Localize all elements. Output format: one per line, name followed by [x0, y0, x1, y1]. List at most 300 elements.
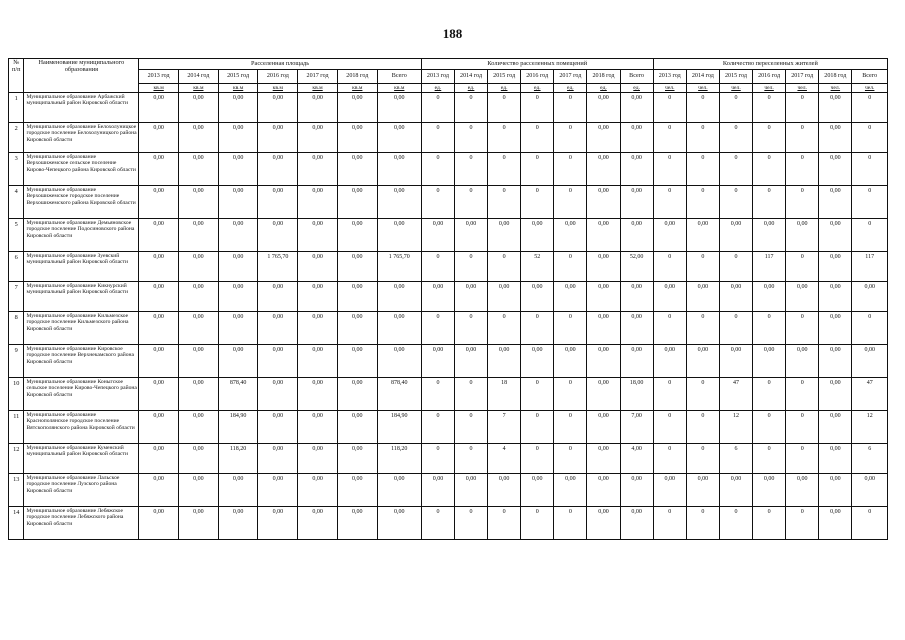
area-value-cell: 0,00	[298, 444, 338, 474]
area-value-cell: 0,00	[179, 252, 219, 282]
rooms-value-cell: 0,00	[455, 219, 488, 252]
area-value-cell: 0,00	[258, 93, 298, 123]
residents-value-cell: 0,00	[753, 345, 786, 378]
area-value-cell: 0,00	[377, 507, 421, 540]
residents-value-cell: 0	[686, 378, 719, 411]
area-value-cell: 0,00	[179, 378, 219, 411]
header-unit-cell: ед.	[455, 84, 488, 93]
residents-value-cell: 0	[852, 312, 888, 345]
residents-value-cell: 0	[753, 378, 786, 411]
rooms-value-cell: 0	[554, 186, 587, 219]
area-value-cell: 0,00	[179, 153, 219, 186]
area-value-cell: 0,00	[218, 186, 258, 219]
area-value-cell: 0,00	[337, 252, 377, 282]
area-value-cell: 0,00	[337, 93, 377, 123]
rooms-value-cell: 0	[421, 378, 454, 411]
header-unit-cell: кв.м	[139, 84, 179, 93]
header-group-rooms: Количество расселенных помещений	[421, 59, 653, 70]
rooms-value-cell: 0,00	[620, 219, 653, 252]
residents-value-cell: 0,00	[686, 219, 719, 252]
row-number: 7	[9, 282, 24, 312]
table-row	[9, 507, 888, 540]
area-value-cell: 0,00	[377, 312, 421, 345]
residents-value-cell: 0	[786, 507, 819, 540]
residents-value-cell: 0	[686, 411, 719, 444]
row-number: 4	[9, 186, 24, 219]
table-row	[9, 345, 888, 378]
rooms-value-cell: 0	[421, 123, 454, 153]
area-value-cell: 0,00	[377, 93, 421, 123]
area-value-cell: 0,00	[298, 282, 338, 312]
area-value-cell: 0,00	[218, 153, 258, 186]
rooms-value-cell: 0,00	[488, 474, 521, 507]
area-value-cell: 0,00	[179, 411, 219, 444]
residents-value-cell: 0	[786, 444, 819, 474]
residents-value-cell: 0,00	[819, 153, 852, 186]
residents-value-cell: 47	[852, 378, 888, 411]
rooms-value-cell: 0,00	[587, 93, 620, 123]
row-number: 8	[9, 312, 24, 345]
rooms-value-cell: 0,00	[554, 282, 587, 312]
residents-value-cell: 0,00	[819, 252, 852, 282]
rooms-value-cell: 18,00	[620, 378, 653, 411]
area-value-cell: 0,00	[179, 507, 219, 540]
rooms-value-cell: 0	[554, 153, 587, 186]
header-unit-cell: кв.м	[218, 84, 258, 93]
rooms-value-cell: 0	[554, 507, 587, 540]
rooms-value-cell: 0,00	[455, 345, 488, 378]
area-value-cell: 0,00	[298, 186, 338, 219]
rooms-value-cell: 0,00	[587, 153, 620, 186]
area-value-cell: 0,00	[139, 474, 179, 507]
residents-value-cell: 0	[753, 507, 786, 540]
residents-value-cell: 0,00	[653, 219, 686, 252]
rooms-value-cell: 0	[521, 411, 554, 444]
rooms-value-cell: 0,00	[521, 282, 554, 312]
header-unit-cell: чел.	[653, 84, 686, 93]
area-value-cell: 0,00	[377, 282, 421, 312]
table-row	[9, 312, 888, 345]
area-value-cell: 0,00	[337, 282, 377, 312]
area-value-cell: 0,00	[179, 93, 219, 123]
residents-value-cell: 0,00	[819, 378, 852, 411]
area-value-cell: 0,00	[218, 93, 258, 123]
area-value-cell: 0,00	[139, 507, 179, 540]
rooms-value-cell: 0	[455, 93, 488, 123]
residents-value-cell: 0,00	[819, 312, 852, 345]
rooms-value-cell: 0,00	[521, 474, 554, 507]
rooms-value-cell: 0,00	[587, 123, 620, 153]
header-year-cell: 2013 год	[421, 70, 454, 84]
residents-value-cell: 0,00	[786, 345, 819, 378]
rooms-value-cell: 0,00	[488, 282, 521, 312]
residents-value-cell: 0,00	[719, 474, 752, 507]
area-value-cell: 0,00	[258, 507, 298, 540]
header-year-cell: 2017 год	[786, 70, 819, 84]
header-year-cell: 2017 год	[298, 70, 338, 84]
rooms-value-cell: 0,00	[521, 345, 554, 378]
residents-value-cell: 0,00	[719, 345, 752, 378]
table-row	[9, 93, 888, 123]
rooms-value-cell: 0,00	[587, 219, 620, 252]
rooms-value-cell: 0	[488, 507, 521, 540]
area-value-cell: 1 765,70	[258, 252, 298, 282]
row-number: 12	[9, 444, 24, 474]
row-number: 3	[9, 153, 24, 186]
residents-value-cell: 0	[719, 93, 752, 123]
area-value-cell: 0,00	[258, 282, 298, 312]
area-value-cell: 0,00	[258, 411, 298, 444]
residents-value-cell: 0	[653, 507, 686, 540]
area-value-cell: 0,00	[298, 378, 338, 411]
rooms-value-cell: 0	[421, 444, 454, 474]
rooms-value-cell: 0	[521, 444, 554, 474]
residents-value-cell: 6	[719, 444, 752, 474]
area-value-cell: 0,00	[218, 282, 258, 312]
area-value-cell: 0,00	[298, 93, 338, 123]
area-value-cell: 0,00	[139, 378, 179, 411]
table-header	[9, 59, 888, 93]
header-year-cell: 2016 год	[521, 70, 554, 84]
residents-value-cell: 0,00	[753, 474, 786, 507]
residents-value-cell: 0	[653, 252, 686, 282]
rooms-value-cell: 0	[421, 153, 454, 186]
residents-value-cell: 0,00	[786, 282, 819, 312]
rooms-value-cell: 4,00	[620, 444, 653, 474]
residents-value-cell: 0,00	[819, 282, 852, 312]
header-unit-cell: ед.	[554, 84, 587, 93]
rooms-value-cell: 0	[421, 312, 454, 345]
residents-value-cell: 0	[653, 123, 686, 153]
table-row	[9, 378, 888, 411]
rooms-value-cell: 0	[455, 186, 488, 219]
rooms-value-cell: 0	[554, 123, 587, 153]
rooms-value-cell: 0	[421, 507, 454, 540]
area-value-cell: 0,00	[258, 345, 298, 378]
residents-value-cell: 0,00	[653, 345, 686, 378]
rooms-value-cell: 0,00	[587, 312, 620, 345]
rooms-value-cell: 0	[488, 312, 521, 345]
residents-value-cell: 0,00	[786, 474, 819, 507]
header-year-cell: Всего	[852, 70, 888, 84]
table-row	[9, 411, 888, 444]
rooms-value-cell: 0,00	[587, 186, 620, 219]
area-value-cell: 0,00	[298, 219, 338, 252]
residents-value-cell: 0,00	[819, 411, 852, 444]
area-value-cell: 0,00	[139, 186, 179, 219]
residents-value-cell: 0	[753, 411, 786, 444]
row-number: 6	[9, 252, 24, 282]
row-number: 5	[9, 219, 24, 252]
header-unit-cell: кв.м	[377, 84, 421, 93]
header-num: № п/п	[9, 59, 24, 93]
rooms-value-cell: 0,00	[587, 378, 620, 411]
header-unit-row	[9, 84, 888, 93]
header-year-cell: 2018 год	[819, 70, 852, 84]
area-value-cell: 0,00	[377, 153, 421, 186]
residents-value-cell: 0,00	[819, 345, 852, 378]
area-value-cell: 0,00	[377, 345, 421, 378]
rooms-value-cell: 0,00	[455, 474, 488, 507]
residents-value-cell: 0	[653, 378, 686, 411]
residents-value-cell: 0	[686, 444, 719, 474]
area-value-cell: 0,00	[218, 252, 258, 282]
header-year-cell: 2013 год	[139, 70, 179, 84]
rooms-value-cell: 0	[554, 93, 587, 123]
residents-value-cell: 0	[719, 186, 752, 219]
rooms-value-cell: 0,00	[620, 507, 653, 540]
municipality-name: Муниципальное образование Верхошижемское сельское поселение Кирово-Чепецкого района Кировской области	[24, 153, 139, 186]
residents-value-cell: 0	[719, 153, 752, 186]
area-value-cell: 0,00	[139, 444, 179, 474]
header-year-cell: 2014 год	[686, 70, 719, 84]
area-value-cell: 0,00	[337, 444, 377, 474]
rooms-value-cell: 0,00	[554, 474, 587, 507]
residents-value-cell: 0	[753, 186, 786, 219]
residents-value-cell: 12	[852, 411, 888, 444]
header-unit-cell: чел.	[753, 84, 786, 93]
area-value-cell: 0,00	[179, 312, 219, 345]
residents-value-cell: 0,00	[719, 219, 752, 252]
area-value-cell: 0,00	[298, 123, 338, 153]
area-value-cell: 0,00	[218, 507, 258, 540]
rooms-value-cell: 0	[421, 186, 454, 219]
municipality-name: Муниципальное образование Белохолуницкое городское поселение Белохолуницкого района Кировской области	[24, 123, 139, 153]
residents-value-cell: 0,00	[852, 474, 888, 507]
residents-value-cell: 0	[653, 411, 686, 444]
municipality-name: Муниципальное образование Лебяжское городское поселение Лебяжского района Кировской области	[24, 507, 139, 540]
residents-value-cell: 0	[653, 186, 686, 219]
rooms-value-cell: 0	[488, 252, 521, 282]
rooms-value-cell: 0,00	[587, 282, 620, 312]
rooms-value-cell: 0	[488, 186, 521, 219]
rooms-value-cell: 4	[488, 444, 521, 474]
row-number: 9	[9, 345, 24, 378]
header-year-cell: 2016 год	[753, 70, 786, 84]
area-value-cell: 0,00	[139, 153, 179, 186]
residents-value-cell: 0,00	[819, 123, 852, 153]
rooms-value-cell: 7	[488, 411, 521, 444]
header-group-residents: Количество переселенных жителей	[653, 59, 887, 70]
residents-value-cell: 0	[719, 252, 752, 282]
area-value-cell: 0,00	[218, 474, 258, 507]
header-unit-cell: чел.	[686, 84, 719, 93]
municipality-name: Муниципальное образование Краснополянское городское поселение Вятскополянского района Кировской области	[24, 411, 139, 444]
residents-value-cell: 0,00	[719, 282, 752, 312]
rooms-value-cell: 0	[521, 153, 554, 186]
header-year-cell: Всего	[620, 70, 653, 84]
rooms-value-cell: 0	[554, 378, 587, 411]
row-number: 11	[9, 411, 24, 444]
row-number: 2	[9, 123, 24, 153]
area-value-cell: 0,00	[377, 186, 421, 219]
residents-value-cell: 0,00	[819, 186, 852, 219]
table-body	[9, 93, 888, 540]
rooms-value-cell: 0,00	[488, 219, 521, 252]
rooms-value-cell: 0	[521, 186, 554, 219]
rooms-value-cell: 0	[521, 312, 554, 345]
area-value-cell: 0,00	[258, 219, 298, 252]
residents-value-cell: 117	[852, 252, 888, 282]
rooms-value-cell: 0	[554, 411, 587, 444]
rooms-value-cell: 0	[421, 252, 454, 282]
residents-value-cell: 0	[753, 153, 786, 186]
page-number: 188	[442, 26, 463, 41]
area-value-cell: 878,40	[218, 378, 258, 411]
rooms-value-cell: 0	[521, 93, 554, 123]
resettlement-table	[8, 58, 888, 540]
rooms-value-cell: 52,00	[620, 252, 653, 282]
header-unit-cell: кв.м	[179, 84, 219, 93]
area-value-cell: 0,00	[139, 411, 179, 444]
municipality-name: Муниципальное образование Арбажский муниципальный район Кировской области	[24, 93, 139, 123]
area-value-cell: 0,00	[337, 219, 377, 252]
municipality-name: Муниципальное образование Кикнурский муниципальный район Кировской области	[24, 282, 139, 312]
header-year-row	[9, 70, 888, 84]
municipality-name: Муниципальное образование Коныгское сельское поселение Кирово-Чепецкого района Кировской области	[24, 378, 139, 411]
residents-value-cell: 0,00	[753, 282, 786, 312]
residents-value-cell: 0	[786, 93, 819, 123]
rooms-value-cell: 0,00	[421, 474, 454, 507]
rooms-value-cell: 0,00	[620, 282, 653, 312]
header-year-cell: 2015 год	[719, 70, 752, 84]
rooms-value-cell: 0,00	[620, 345, 653, 378]
rooms-value-cell: 0	[554, 312, 587, 345]
header-unit-cell: ед.	[521, 84, 554, 93]
area-value-cell: 0,00	[337, 474, 377, 507]
residents-value-cell: 0	[786, 411, 819, 444]
residents-value-cell: 0	[686, 123, 719, 153]
header-unit-cell: ед.	[587, 84, 620, 93]
header-unit-cell: чел.	[719, 84, 752, 93]
rooms-value-cell: 0	[421, 411, 454, 444]
rooms-value-cell: 0,00	[620, 186, 653, 219]
residents-value-cell: 0,00	[819, 444, 852, 474]
area-value-cell: 0,00	[337, 123, 377, 153]
rooms-value-cell: 18	[488, 378, 521, 411]
residents-value-cell: 0,00	[686, 282, 719, 312]
row-number: 1	[9, 93, 24, 123]
residents-value-cell: 0	[719, 123, 752, 153]
residents-value-cell: 0	[686, 186, 719, 219]
rooms-value-cell: 0,00	[620, 474, 653, 507]
rooms-value-cell: 0,00	[455, 282, 488, 312]
header-group-area: Расселенная площадь	[139, 59, 422, 70]
header-unit-cell: кв.м	[298, 84, 338, 93]
area-value-cell: 0,00	[298, 345, 338, 378]
residents-value-cell: 0,00	[819, 507, 852, 540]
table-row	[9, 474, 888, 507]
header-unit-cell: кв.м	[258, 84, 298, 93]
residents-value-cell: 0	[786, 123, 819, 153]
area-value-cell: 0,00	[179, 345, 219, 378]
area-value-cell: 0,00	[139, 312, 179, 345]
rooms-value-cell: 0	[521, 123, 554, 153]
residents-value-cell: 0,00	[819, 219, 852, 252]
residents-value-cell: 0	[852, 153, 888, 186]
residents-value-cell: 0	[653, 93, 686, 123]
residents-value-cell: 0	[686, 507, 719, 540]
rooms-value-cell: 52	[521, 252, 554, 282]
municipality-name: Муниципальное образование Демьяновское городское поселение Подосиновского района Кировской области	[24, 219, 139, 252]
rooms-value-cell: 0	[455, 153, 488, 186]
residents-value-cell: 0,00	[819, 474, 852, 507]
area-value-cell: 0,00	[179, 282, 219, 312]
residents-value-cell: 0	[852, 93, 888, 123]
area-value-cell: 0,00	[139, 219, 179, 252]
residents-value-cell: 0,00	[852, 282, 888, 312]
rooms-value-cell: 0,00	[421, 219, 454, 252]
residents-value-cell: 0	[686, 153, 719, 186]
table-row	[9, 252, 888, 282]
residents-value-cell: 0	[719, 507, 752, 540]
rooms-value-cell: 0,00	[620, 93, 653, 123]
rooms-value-cell: 0,00	[587, 411, 620, 444]
area-value-cell: 0,00	[337, 186, 377, 219]
header-unit-cell: кв.м	[337, 84, 377, 93]
area-value-cell: 0,00	[218, 219, 258, 252]
area-value-cell: 0,00	[218, 345, 258, 378]
residents-value-cell: 0,00	[686, 345, 719, 378]
rooms-value-cell: 0	[521, 378, 554, 411]
area-value-cell: 0,00	[298, 153, 338, 186]
area-value-cell: 0,00	[258, 474, 298, 507]
header-group-row	[9, 59, 888, 70]
header-year-cell: 2015 год	[218, 70, 258, 84]
municipality-name: Муниципальное образование Куменский муниципальный район Кировской области	[24, 444, 139, 474]
rooms-value-cell: 0	[488, 153, 521, 186]
municipality-name: Муниципальное образование Кильмезское городское поселение Кильмезского района Кировской области	[24, 312, 139, 345]
residents-value-cell: 12	[719, 411, 752, 444]
area-value-cell: 0,00	[179, 123, 219, 153]
municipality-name: Муниципальное образование Кировское городское поселение Верхнекамского района Кировской области	[24, 345, 139, 378]
area-value-cell: 0,00	[179, 219, 219, 252]
header-name: Наименование муниципального образования	[24, 59, 139, 93]
area-value-cell: 0,00	[139, 93, 179, 123]
header-unit-cell: чел.	[819, 84, 852, 93]
residents-value-cell: 0	[653, 312, 686, 345]
row-number: 13	[9, 474, 24, 507]
residents-value-cell: 0	[852, 186, 888, 219]
residents-value-cell: 0	[786, 153, 819, 186]
rooms-value-cell: 0	[554, 252, 587, 282]
residents-value-cell: 0	[753, 444, 786, 474]
area-value-cell: 118,20	[377, 444, 421, 474]
area-value-cell: 0,00	[258, 186, 298, 219]
rooms-value-cell: 0,00	[587, 345, 620, 378]
rooms-value-cell: 0,00	[620, 123, 653, 153]
rooms-value-cell: 7,00	[620, 411, 653, 444]
header-unit-cell: ед.	[620, 84, 653, 93]
area-value-cell: 0,00	[298, 507, 338, 540]
municipality-name: Муниципальное образование Зуевский муниципальный район Кировской области	[24, 252, 139, 282]
rooms-value-cell: 0,00	[554, 345, 587, 378]
rooms-value-cell: 0	[455, 312, 488, 345]
area-value-cell: 0,00	[258, 153, 298, 186]
table-row	[9, 153, 888, 186]
area-value-cell: 0,00	[377, 474, 421, 507]
residents-value-cell: 0,00	[786, 219, 819, 252]
table-row	[9, 219, 888, 252]
residents-value-cell: 0	[686, 252, 719, 282]
header-year-cell: 2018 год	[337, 70, 377, 84]
area-value-cell: 0,00	[258, 312, 298, 345]
rooms-value-cell: 0,00	[587, 474, 620, 507]
area-value-cell: 0,00	[298, 411, 338, 444]
rooms-value-cell: 0	[455, 444, 488, 474]
residents-value-cell: 0,00	[753, 219, 786, 252]
table-row	[9, 444, 888, 474]
